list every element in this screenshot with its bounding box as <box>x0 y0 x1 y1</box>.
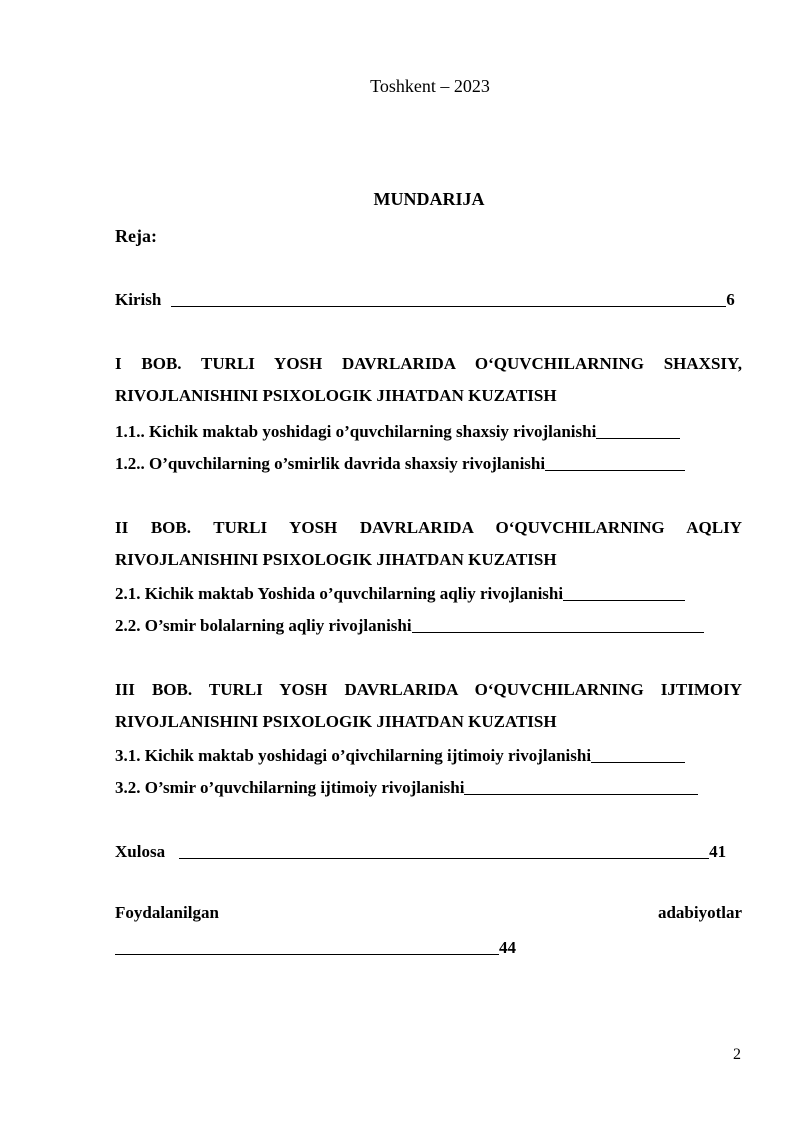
toc-entry-intro[interactable] <box>115 288 735 310</box>
chapter-heading-line: III BOB. TURLI YOSH DAVRLARIDA O‘QUVCHILARNING IJTIMOIY <box>115 680 742 699</box>
toc-entry-conclusion[interactable] <box>115 840 726 862</box>
chapter-heading-2[interactable] <box>115 512 742 576</box>
toc-leader <box>596 437 680 439</box>
toc-entry-2-1[interactable] <box>115 582 685 604</box>
toc-entry-label: 3.2. O’smir o’quvchilarning ijtimoiy rivojlanishi <box>115 778 465 797</box>
toc-leader <box>464 793 698 795</box>
toc-entry-label: Xulosa <box>115 842 166 861</box>
toc-leader <box>591 761 685 763</box>
chapter-heading-line: II BOB. TURLI YOSH DAVRLARIDA O‘QUVCHILARNING AQLIY <box>115 518 742 537</box>
toc-leader <box>563 599 685 601</box>
toc-entry-label: 3.1. Kichik maktab yoshidagi o’qivchilarning ijtimoiy rivojlanishi <box>115 746 592 765</box>
chapter-heading-line: RIVOJLANISHINI PSIXOLOGIK JIHATDAN KUZATISH <box>115 386 557 405</box>
chapter-heading-line: I BOB. TURLI YOSH DAVRLARIDA O‘QUVCHILARNING SHAXSIY, <box>115 354 742 373</box>
toc-entry-3-1[interactable] <box>115 744 685 766</box>
toc-leader <box>171 305 726 307</box>
toc-entry-page: 41 <box>709 842 727 861</box>
toc-entry-label: 2.1. Kichik maktab Yoshida o’quvchilarning aqliy rivojlanishi <box>115 584 564 603</box>
toc-entry-label-part: adabiyotlar <box>657 903 742 922</box>
toc-entry-3-2[interactable] <box>115 776 698 798</box>
toc-entry-1-2[interactable] <box>115 452 685 474</box>
toc-entry-page: 6 <box>726 290 735 309</box>
toc-entry-label: 1.2.. O’quvchilarning o’smirlik davrida shaxsiy rivojlanishi <box>115 454 546 473</box>
toc-entry-page: 44 <box>499 938 516 957</box>
city-year: Toshkent – 2023 <box>370 76 490 96</box>
page-number: 2 <box>733 1046 741 1063</box>
toc-leader <box>179 857 709 859</box>
toc-entry-label: Kirish <box>115 290 162 309</box>
chapter-heading-3[interactable] <box>115 674 742 738</box>
toc-leader <box>412 631 704 633</box>
toc-entry-label: 2.2. O’smir bolalarning aqliy rivojlanishi <box>115 616 412 635</box>
chapter-heading-1[interactable] <box>115 348 742 412</box>
toc-leader <box>115 953 499 955</box>
toc-entry-label: 1.1.. Kichik maktab yoshidagi o’quvchilarning shaxsiy rivojlanishi <box>115 422 597 441</box>
toc-entry-references[interactable] <box>115 903 742 923</box>
plan-label: Reja: <box>115 226 157 246</box>
toc-entry-references-leader[interactable] <box>115 936 516 958</box>
toc-title: MUNDARIJA <box>373 189 485 209</box>
chapter-heading-line: RIVOJLANISHINI PSIXOLOGIK JIHATDAN KUZATISH <box>115 550 557 569</box>
toc-entry-1-1[interactable] <box>115 420 680 442</box>
toc-entry-label-part: Foydalanilgan <box>115 903 219 922</box>
chapter-heading-line: RIVOJLANISHINI PSIXOLOGIK JIHATDAN KUZATISH <box>115 712 557 731</box>
toc-leader <box>545 469 685 471</box>
toc-entry-2-2[interactable] <box>115 614 704 636</box>
